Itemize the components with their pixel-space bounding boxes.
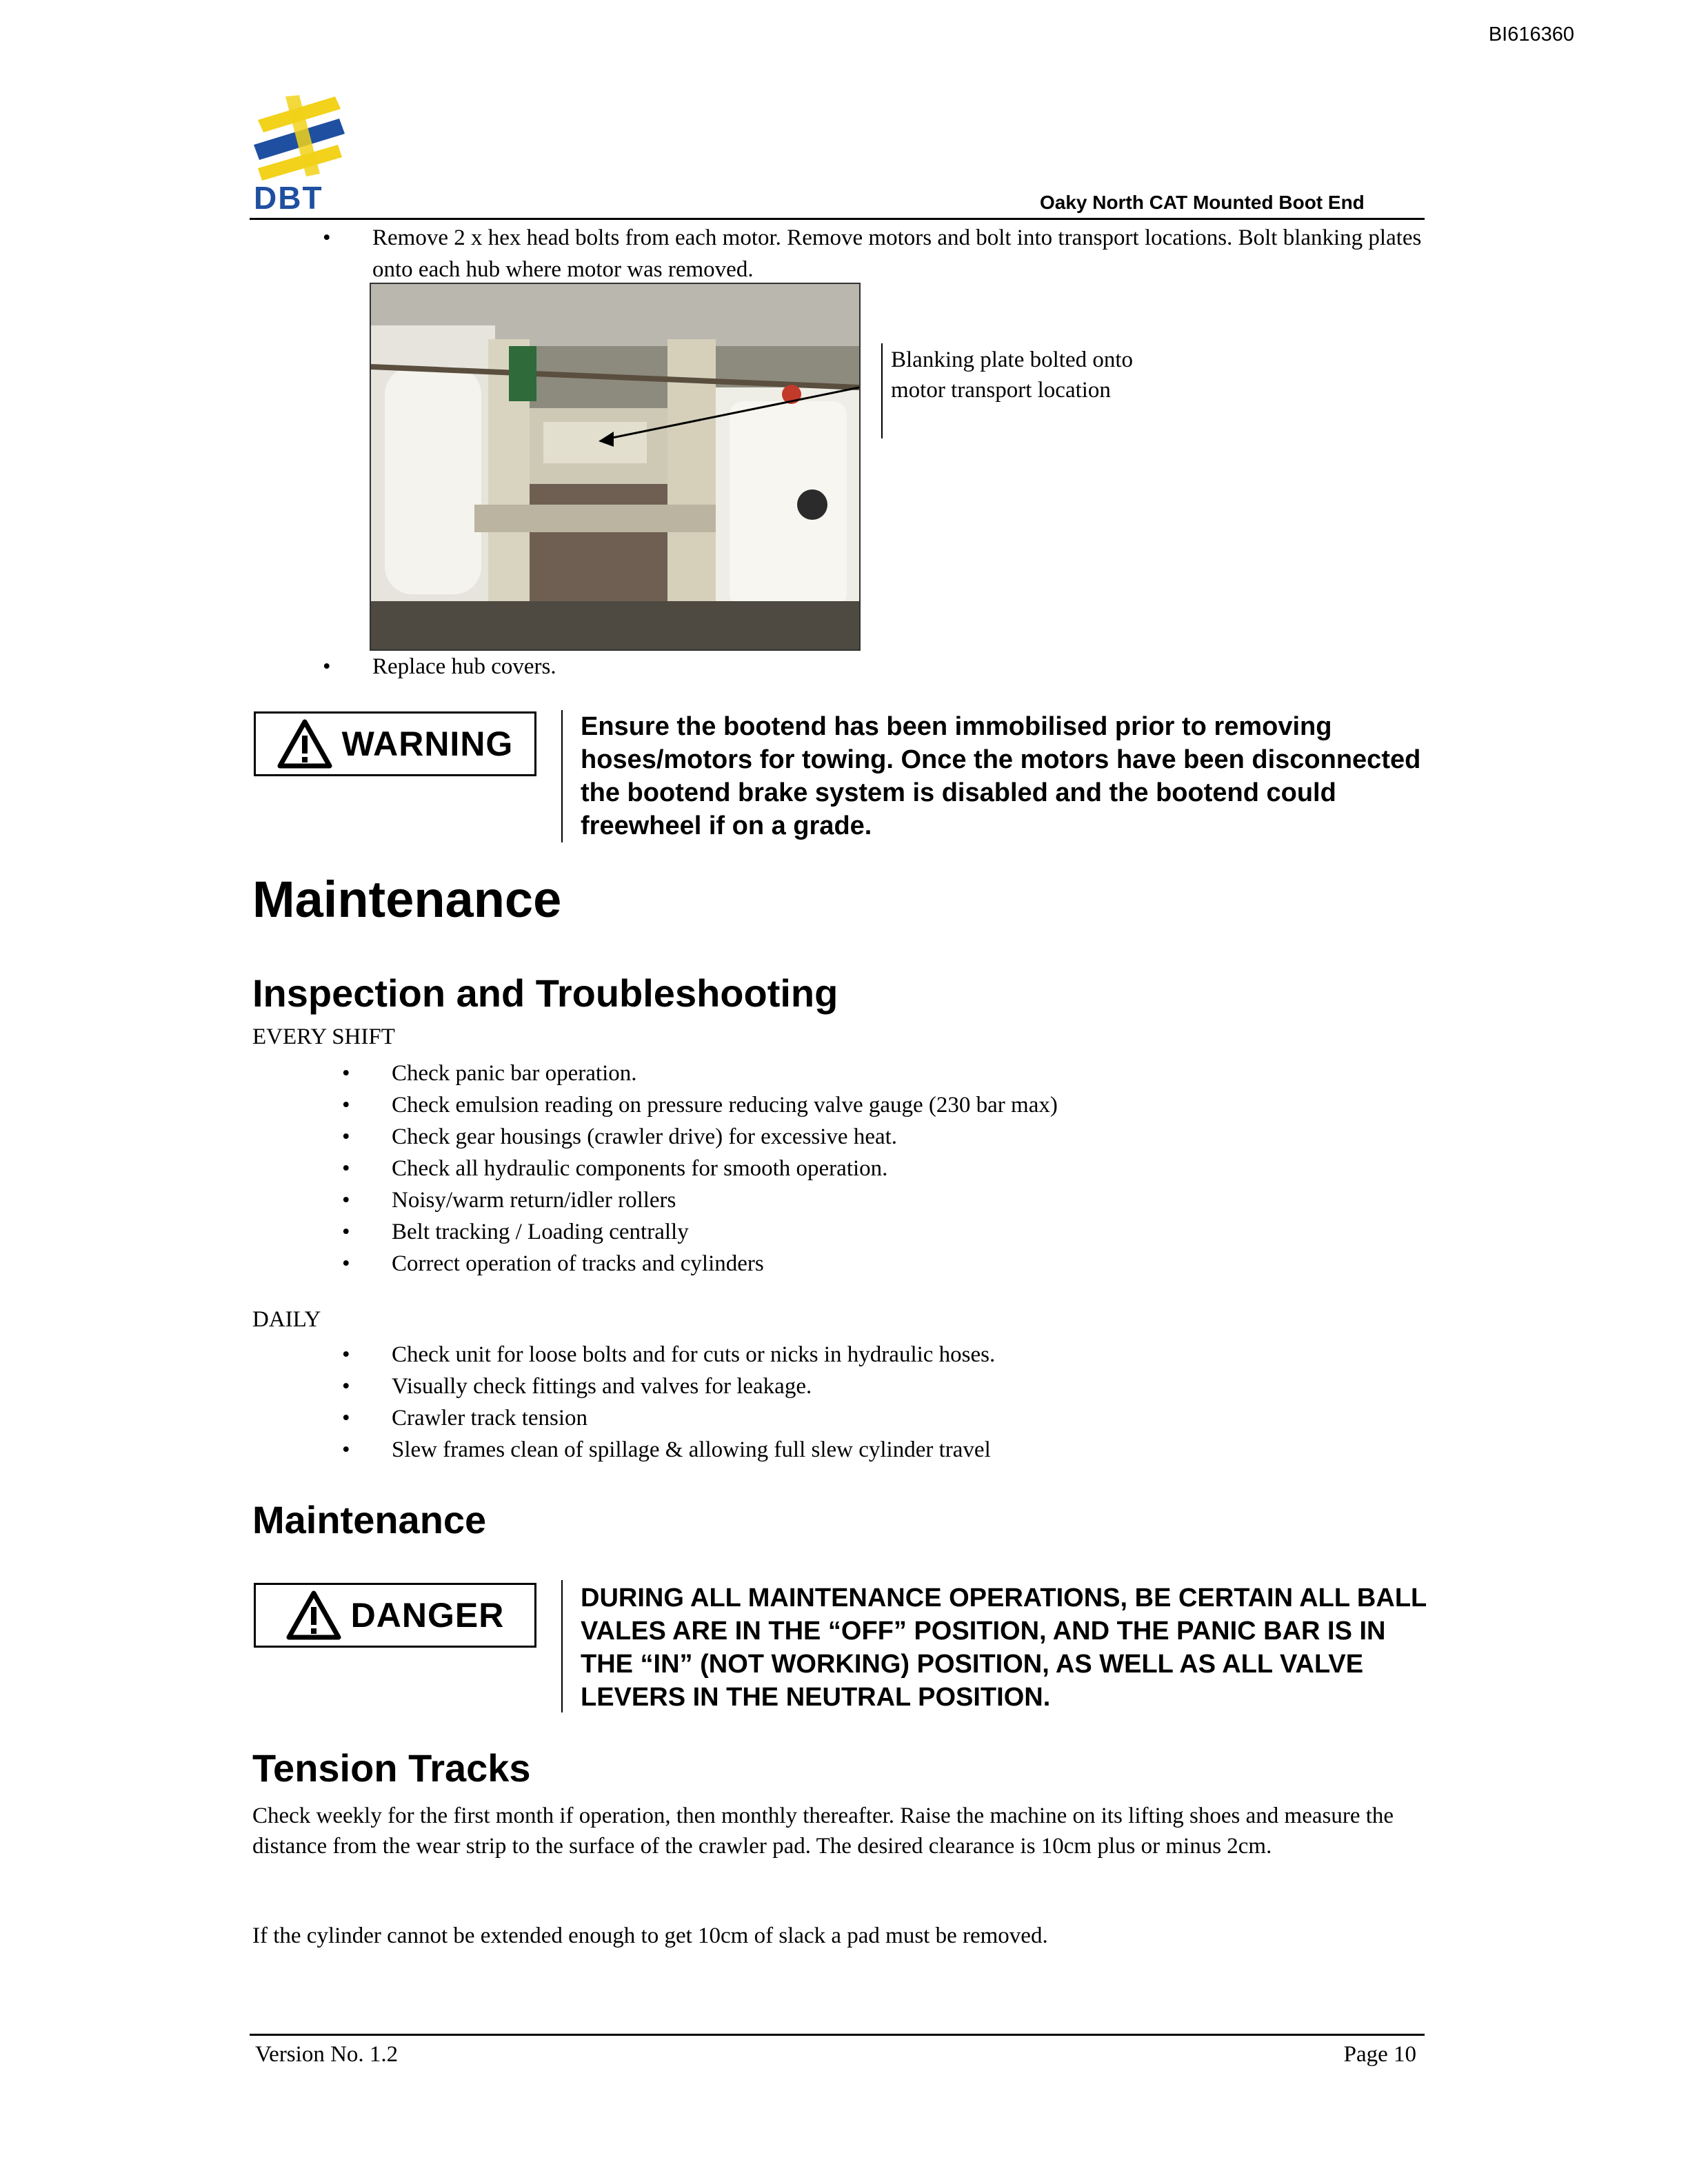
danger-text: DURING ALL MAINTENANCE OPERATIONS, BE CERTAIN ALL BALL VALES ARE IN THE “OFF” POSITION, AND THE PANIC BAR IS IN THE “IN” (NOT WORKING) POSITION, AS WELL AS ALL VALVE LEVERS IN THE NEUTRAL POSITION.	[581, 1584, 1427, 1712]
callout-rule	[881, 343, 883, 438]
maintenance-subheading: Maintenance	[252, 1498, 487, 1541]
list-item: • Check panic bar operation.	[392, 1058, 1412, 1089]
maintenance-heading: Maintenance	[252, 871, 562, 928]
warning-rule	[561, 710, 563, 842]
replace-list	[372, 651, 1424, 682]
list-item: • Noisy/warm return/idler rollers	[392, 1184, 1412, 1216]
list-item: • Remove 2 x hex head bolts from each motor. Remove motors and bolt into transport locations. Bolt blanking plates onto each hub where motor was removed.	[372, 222, 1424, 285]
dbt-logo	[251, 91, 348, 215]
tension-tracks-heading: Tension Tracks	[252, 1746, 531, 1790]
danger-rule	[561, 1580, 563, 1712]
list-item: • Replace hub covers.	[372, 651, 1424, 682]
document-id: BI616360	[1488, 23, 1574, 46]
header-rule	[250, 218, 1425, 220]
warning-triangle-icon	[277, 719, 332, 769]
list-item: • Correct operation of tracks and cylinders	[392, 1248, 1412, 1280]
list-item: • Check unit for loose bolts and for cuts or nicks in hydraulic hoses.	[392, 1339, 1412, 1371]
danger-sign	[254, 1583, 536, 1648]
header-title: Oaky North CAT Mounted Boot End	[1040, 192, 1365, 213]
tension-paragraph-2: If the cylinder cannot be extended enough to get 10cm of slack a pad must be removed.	[252, 1923, 1048, 1948]
warning-sign	[254, 711, 536, 776]
daily-label: DAILY	[252, 1307, 321, 1332]
photo-callout: Blanking plate bolted onto motor transport location	[891, 347, 1134, 403]
warning-label: WARNING	[341, 725, 514, 763]
boot-end-photo	[370, 283, 861, 651]
list-item: • Slew frames clean of spillage & allowing full slew cylinder travel	[392, 1434, 1412, 1466]
tension-paragraph-1: Check weekly for the first month if operation, then monthly thereafter. Raise the machine on its lifting shoes and measure the distance from the wear strip to the surface of the crawler pad. The desired clearance is 10cm plus or minus 2cm.	[252, 1803, 1394, 1859]
footer-page-number: Page 10	[1343, 2042, 1416, 2067]
inspection-heading: Inspection and Troubleshooting	[252, 971, 838, 1015]
list-item: • Visually check fittings and valves for leakage.	[392, 1371, 1412, 1402]
logo-text: DBT	[254, 180, 323, 216]
list-item: • Check all hydraulic components for smooth operation.	[392, 1153, 1412, 1184]
list-item: • Belt tracking / Loading centrally	[392, 1216, 1412, 1248]
footer-rule	[250, 2034, 1425, 2036]
daily-list	[392, 1339, 1412, 1466]
warning-text: Ensure the bootend has been immobilised prior to removing hoses/motors for towing. Once the motors have been disconnected the bootend brake system is disabled and the bootend could freewheel if on a grade.	[581, 712, 1421, 840]
intro-list	[372, 222, 1424, 285]
footer-version: Version No. 1.2	[255, 2042, 399, 2067]
list-item: • Check gear housings (crawler drive) for excessive heat.	[392, 1121, 1412, 1153]
danger-triangle-icon	[286, 1590, 341, 1640]
danger-label: DANGER	[350, 1596, 505, 1635]
every-shift-list	[392, 1058, 1412, 1280]
list-item: • Crawler track tension	[392, 1402, 1412, 1434]
every-shift-label: EVERY SHIFT	[252, 1024, 395, 1049]
list-item: • Check emulsion reading on pressure reducing valve gauge (230 bar max)	[392, 1089, 1412, 1121]
